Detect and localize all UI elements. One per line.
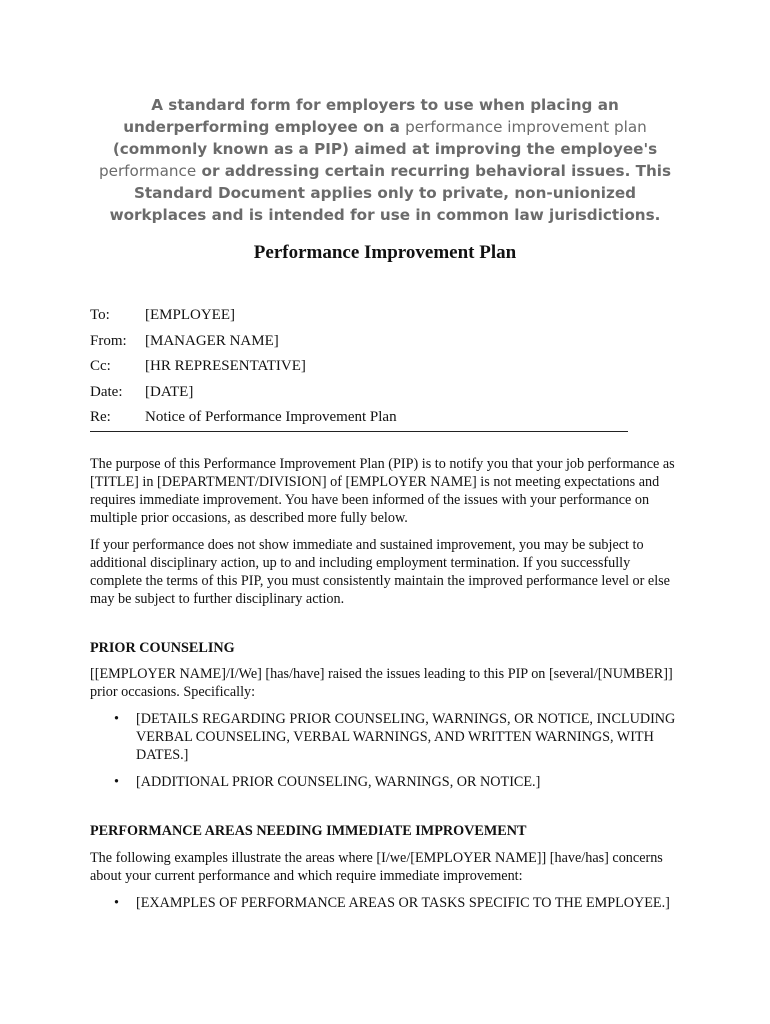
memo-value: [DATE]	[145, 383, 194, 400]
memo-row-re	[90, 406, 397, 432]
bullet-icon: •	[114, 895, 119, 911]
memo-label: Date:	[90, 383, 123, 400]
intro-text-1: A standard form for employers to use when placing an underperforming employee on a	[123, 96, 619, 136]
divider-line	[90, 431, 628, 432]
list-item	[90, 773, 680, 791]
prior-counseling-heading: PRIOR COUNSELING	[90, 640, 235, 656]
intro-text-3: or addressing certain recurring behavioral issues. This Standard Document applies only to private, non-unionized workplaces and is intended for use in common law jurisdictions.	[109, 162, 672, 224]
memo-row-date	[90, 381, 397, 407]
memo-value: [EMPLOYEE]	[145, 307, 235, 323]
intro-link-pip[interactable]: performance improvement plan	[405, 118, 647, 136]
list-item	[90, 894, 680, 912]
prior-counseling-list	[90, 710, 680, 800]
bullet-icon: •	[114, 774, 119, 790]
memo-label: Re:	[90, 409, 111, 425]
performance-areas-intro: The following examples illustrate the areas where [I/we/[EMPLOYER NAME]] [have/has] concerns about your current performance and which require immediate improvement:	[90, 850, 663, 884]
memo-label: From:	[90, 332, 127, 349]
memo-value: Notice of Performance Improvement Plan	[145, 409, 397, 425]
bullet-icon: •	[114, 711, 119, 727]
memo-row-from	[90, 330, 397, 356]
performance-areas-heading: PERFORMANCE AREAS NEEDING IMMEDIATE IMPROVEMENT	[90, 823, 527, 839]
intro-link-performance[interactable]: performance	[98, 162, 197, 180]
intro-text-2: (commonly known as a PIP) aimed at improving the employee's	[112, 140, 658, 158]
memo-label: To:	[90, 307, 110, 323]
purpose-paragraph: The purpose of this Performance Improvement Plan (PIP) is to notify you that your job performance as [TITLE] in [DEPARTMENT/DIVISION] of [EMPLOYER NAME] is not meeting expectations and requires immediate improvement. You have been informed of the issues with your performance on multiple prior occasions, as described more fully below.	[90, 456, 675, 526]
memo-row-to	[90, 304, 397, 330]
list-item-text: [ADDITIONAL PRIOR COUNSELING, WARNINGS, OR NOTICE.]	[136, 774, 541, 790]
performance-areas-list	[90, 894, 680, 921]
prior-counseling-intro: [[EMPLOYER NAME]/I/We] [has/have] raised the issues leading to this PIP on [several/[NUMBER]] prior occasions. Specifically:	[90, 666, 673, 700]
consequence-paragraph: If your performance does not show immediate and sustained improvement, you may be subject to additional disciplinary action, up to and including employment termination. If you successfully complete the terms of this PIP, you must consistently maintain the improved performance level or else may be subject to further disciplinary action.	[90, 537, 670, 607]
intro-note	[90, 94, 680, 226]
memo-value: [MANAGER NAME]	[145, 332, 279, 349]
memo-row-cc	[90, 355, 397, 381]
memo-label: Cc:	[90, 358, 111, 374]
document-title: Performance Improvement Plan	[253, 242, 517, 263]
list-item-text: [DETAILS REGARDING PRIOR COUNSELING, WARNINGS, OR NOTICE, INCLUDING VERBAL COUNSELING, VERBAL WARNINGS, AND WRITTEN WARNINGS, WITH DATES.]	[136, 711, 676, 763]
memo-value: [HR REPRESENTATIVE]	[145, 358, 306, 374]
list-item-text: [EXAMPLES OF PERFORMANCE AREAS OR TASKS SPECIFIC TO THE EMPLOYEE.]	[136, 895, 670, 911]
memo-header	[90, 304, 397, 432]
list-item	[90, 710, 680, 764]
